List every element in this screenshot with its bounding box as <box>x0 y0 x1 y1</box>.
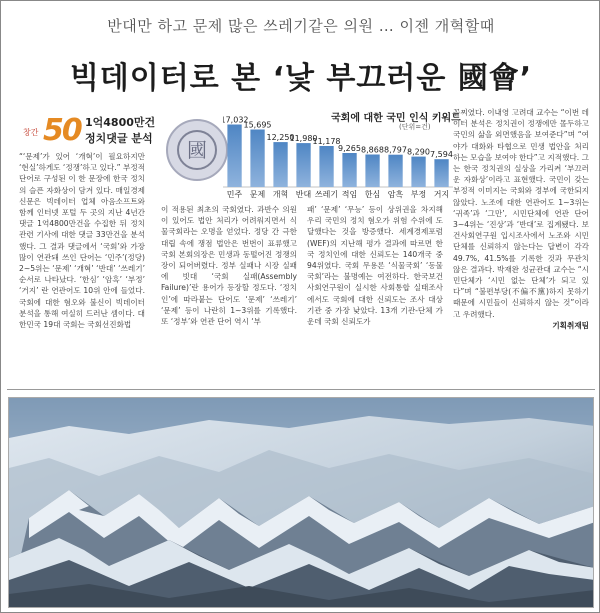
chart-bar-문제 <box>250 130 264 188</box>
chart-category-label: 문제 <box>249 190 266 199</box>
column-3-text: 패’ ‘문제’ ‘무능’ 등이 상위권을 차지해 우리 국민의 정치 혐오가 위험 수위에 도달했다는 것을 방증했다. 세계경제포럼(WEF)의 지난해 평가 결과에 따르면 한국 정치인에 대한 신뢰도는 140개국 중 94위였다. 국회 무용론 ‘식물국회’ ‘동물국회’라는 불명예는 여전하다. 한국보건사회연구원이 실시한 사회통합 실태조사에서도 국회에 대한 신뢰도는 조사 대상 기관 중 가장 낮았다. 13개 기관-단체 가운데 국회 신뢰도가 <box>307 205 443 327</box>
chart-value-label: 9,265 <box>338 144 361 153</box>
column-4-text: 꼴찌였다. 이내영 고려대 교수는 “이번 데이터 분석은 정치권이 정쟁에만 몰두하고 국민의 삶을 외면했음을 보여준다”며 “여야가 대화와 타협으로 민생 법안을 처리하는 모습을 보여야 한다”고 지적했다. 그는 한국 정치권의 실상을 가리켜 ‘부끄러운 자화상’이라고 표현했다. 국민이 갖는 부정적 이미지는 국회와 정부에 국한되지 않았다. 노조에 대한 연관어도 1~3위는 ‘귀족’과 ‘그만’, 시민단체에 연관 단어 3~4위는 ‘진상’과 ‘반대’로 집계됐다. 보건사회연구원 입시조사에서 노조와 시민단체를 신뢰하지 않는다는 답변이 각각 49.7%, 41.5%를 기록한 것과 무관치 않은 결과다. 박재완 성균관대 교수는 “시민단체가 ‘시민 없는 단체’가 되고 있다”며 “불편부당(不偏不黨)하지 못하기 때문에 시민들이 신뢰하지 않는 것”이라고 우려했다. <box>453 108 589 319</box>
badge-number: 50 <box>43 113 81 148</box>
article-column-3 <box>307 204 443 384</box>
chart-value-label: 17,032 <box>223 115 249 125</box>
chart-value-label: 11,980 <box>289 134 318 144</box>
article-column-1 <box>19 151 145 383</box>
chart-category-label: 적임 <box>341 190 358 199</box>
chart-title: 국회에 대한 국민 인식 키워드 <box>331 113 461 124</box>
chart-category-label: 암흑 <box>387 190 404 199</box>
badge-caption-line1: 1억4800만건 <box>85 116 156 129</box>
article-column-2 <box>161 204 297 384</box>
article-kicker: 반대만 하고 문제 많은 쓰레기같은 의원 … 이젠 개혁할때 <box>107 17 495 35</box>
chart-value-label: 8,290 <box>407 147 430 157</box>
chart-category-label: 민주 <box>226 190 243 199</box>
chart-bar-쓰레기 <box>319 146 333 187</box>
mountain-landscape-image <box>9 398 594 608</box>
chart-category-label: 반대 <box>295 190 312 199</box>
chart-category-label: 쓰레기 <box>314 190 339 199</box>
chart-bar-반대 <box>296 143 310 187</box>
national-assembly-emblem-icon <box>166 119 228 181</box>
aerial-mountain-photo <box>8 397 594 608</box>
chart-value-label: 8,868 <box>361 145 384 155</box>
chart-bar-암흑 <box>388 155 402 187</box>
anniversary-badge <box>23 113 83 147</box>
column-2-text: 이 적용된 최초의 국회였다. 과반수 의원이 있어도 법안 처리가 어려워지면서 식물국회라는 오명을 얻었다. 정당 간 극한 대립 속에 쟁점 법안은 번번이 표류했고 국회 본회의장은 민생과 동떨어진 정쟁의 장이 되어버렸다. 정부 실패나 시장 실패에 빗대 ‘국회 실패(Assembly Failure)’란 용어가 등장할 정도다. ‘정치인’에 따라붙는 단어도 ‘문제’ ‘쓰레기’ ‘문제’ 등이 나란히 1~3위를 기록했다. 또 ‘정부’와 연관 단어 역시 ‘부 <box>161 205 297 327</box>
chart-category-label: 한심 <box>364 190 381 199</box>
article-byline: 기획취재팀 <box>552 320 589 330</box>
chart-bar-개혁 <box>273 142 287 187</box>
chart-bar-민주 <box>227 125 241 188</box>
badge-small-text: 창간 <box>23 128 39 137</box>
chart-value-label: 7,594 <box>430 150 453 160</box>
article-headline: 빅데이터로 본 ‘낯 부끄러운 國會’ <box>69 61 533 96</box>
chart-value-label: 12,250 <box>266 133 295 143</box>
chart-category-label: 부정 <box>410 190 427 199</box>
emblem-glyph: 國 <box>177 130 217 170</box>
article-column-4 <box>453 107 589 383</box>
section-divider <box>7 389 595 390</box>
badge-caption <box>85 115 155 147</box>
chart-value-label: 15,695 <box>243 120 272 130</box>
chart-value-label: 8,797 <box>384 145 407 155</box>
chart-unit: (단위=건) <box>399 123 431 131</box>
badge-caption-line2: 정치댓글 분석 <box>85 132 153 145</box>
chart-bar-거지 <box>434 159 448 187</box>
chart-bar-적임 <box>342 153 356 187</box>
chart-value-label: 11,178 <box>312 137 341 146</box>
chart-category-label: 거지 <box>433 190 450 199</box>
chart-bar-한심 <box>365 155 379 188</box>
column-1-text: “‘문제’가 있어 ‘개혁’이 필요하지만 ‘현실’하게도 ‘정쟁’하고 있다.” 부정적 단어로 구성된 이 한 문장에 한국 정치의 슬픈 자화상이 담겨 있다. 매일경제신문은 빅데이터 업체 아음소프트와 함께 인터넷 포털 두 곳의 지난 4년간 댓글 1억4800만건을 수집한 뒤 정치 관련 기사에 대한 댓글 33만건을 분석했다. 그 결과 댓글에서 ‘국회’와 가장 많이 연관돼 쓰인 단어는 ‘민주’(정당) 2~5위는 ‘문제’ ‘개혁’ ‘반대’ ‘쓰레기’ 순서로 나타났다. ‘한심’ ‘암흑’ ‘부정’ ‘거지’ 란 연관어도 10위 안에 들었다. 국회에 대한 혐오와 불신이 빅데이터 분석을 통해 여실히 드러난 셈이다. 대한민국 19대 국회는 국회선진화법 <box>19 152 145 330</box>
chart-bar-부정 <box>411 157 425 187</box>
chart-category-label: 개혁 <box>272 190 289 199</box>
